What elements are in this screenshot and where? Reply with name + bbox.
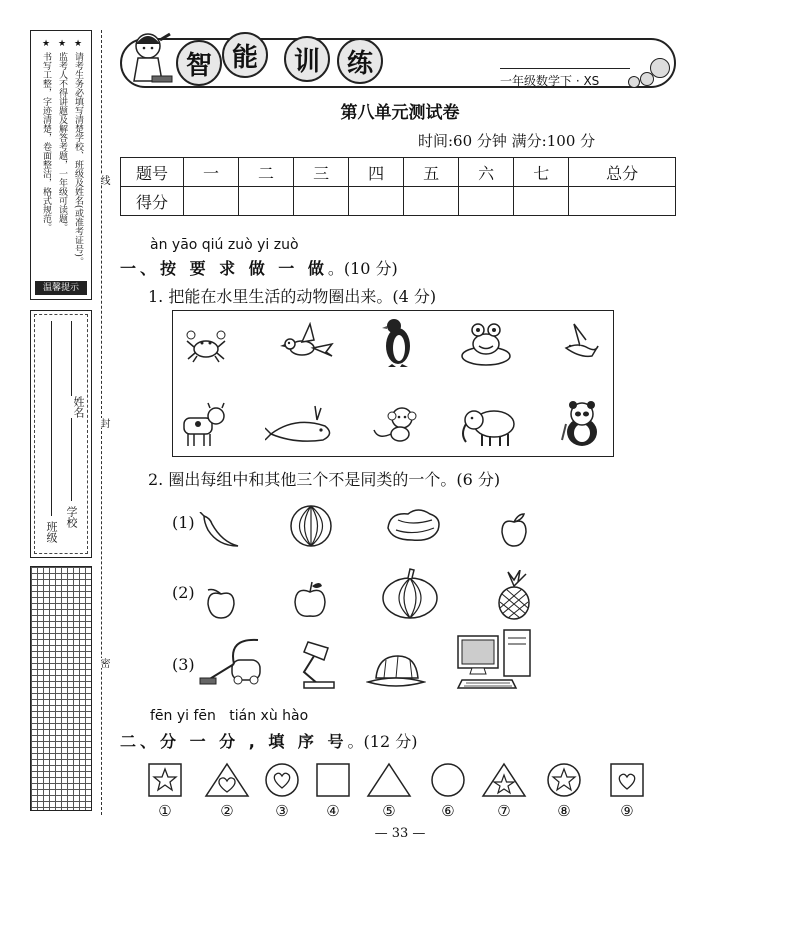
- pineapple-icon[interactable]: [492, 570, 536, 620]
- triangle-heart-icon[interactable]: [204, 762, 250, 798]
- monkey-icon[interactable]: [372, 404, 418, 444]
- watermelon-icon[interactable]: [286, 502, 336, 548]
- score-cell[interactable]: [404, 187, 459, 216]
- section2-heading-text: 二、分 一 分 , 填 序 号: [120, 732, 348, 751]
- scratch-grid: [30, 566, 92, 811]
- student-info-box: [30, 310, 92, 558]
- score-cell[interactable]: [184, 187, 239, 216]
- score-cell[interactable]: [239, 187, 294, 216]
- group-1-label: (1): [172, 513, 195, 532]
- computer-icon[interactable]: [452, 628, 534, 692]
- section2-heading: [120, 729, 417, 752]
- header-bubble-3: 训: [284, 36, 330, 82]
- score-header-row: [121, 158, 676, 187]
- apple-icon[interactable]: [290, 580, 330, 622]
- circle-heart-icon[interactable]: [264, 762, 300, 798]
- ball-small-1: [628, 76, 640, 88]
- score-cell[interactable]: [294, 187, 349, 216]
- notice-line-2: ★ 监考人不得讲题及解答考题，一年级可读题。: [57, 39, 67, 232]
- section2-pinyin: fēn yi fēn tián xù hào: [150, 708, 309, 724]
- time-info: 时间:60 分钟 满分:100 分: [418, 132, 596, 150]
- cap-icon[interactable]: [366, 652, 426, 692]
- cut-label-feng: 封: [98, 418, 109, 428]
- notice-box: [30, 30, 92, 300]
- shape-number-5: ⑤: [382, 802, 396, 820]
- score-value-row: [121, 187, 676, 216]
- triangle-icon[interactable]: [366, 762, 412, 798]
- page-title: 第八单元测试卷: [340, 103, 460, 123]
- score-col-total: 总分: [569, 158, 676, 187]
- panda-icon[interactable]: [560, 400, 604, 448]
- name-label: 姓名: [72, 396, 85, 418]
- score-cell[interactable]: [459, 187, 514, 216]
- cabbage-icon[interactable]: [384, 506, 442, 546]
- section1-heading: [120, 256, 398, 279]
- page-number: — 33 —: [374, 826, 426, 841]
- ball-large: [650, 58, 670, 78]
- shape-number-2: ②: [220, 802, 234, 820]
- score-col-3: 三: [294, 158, 349, 187]
- question-1: 1. 把能在水里生活的动物圈出来。(4 分): [148, 287, 437, 306]
- notice-line-3: ★ 书写工整，字迹清楚，卷面整洁，格式规范。: [41, 39, 51, 232]
- shape-number-9: ⑨: [620, 802, 634, 820]
- square-heart-icon[interactable]: [610, 763, 644, 797]
- score-col-4: 四: [349, 158, 404, 187]
- banner-underline: [500, 68, 630, 69]
- score-col-7: 七: [514, 158, 569, 187]
- shape-number-3: ③: [275, 802, 289, 820]
- group-2-label: (2): [172, 583, 195, 602]
- group-3-label: (3): [172, 655, 195, 674]
- shape-number-1: ①: [158, 802, 172, 820]
- crab-icon[interactable]: [185, 327, 227, 363]
- section2-points: 。(12 分): [347, 732, 418, 751]
- score-col-6: 六: [459, 158, 514, 187]
- shape-number-6: ⑥: [441, 802, 455, 820]
- class-label: 班级: [45, 521, 58, 543]
- notice-badge: 温馨提示: [35, 281, 87, 295]
- score-col-5: 五: [404, 158, 459, 187]
- header-bubble-1: 智: [176, 40, 222, 86]
- score-cell[interactable]: [514, 187, 569, 216]
- cut-label-xian: 线: [98, 175, 109, 185]
- score-cell[interactable]: [569, 187, 676, 216]
- header-bubble-4: 练: [337, 38, 383, 84]
- score-table: [120, 157, 676, 216]
- pumpkin-icon[interactable]: [380, 566, 440, 620]
- cow-icon[interactable]: [178, 402, 228, 448]
- section1-points: 。(10 分): [327, 259, 398, 278]
- shape-number-4: ④: [326, 802, 340, 820]
- question-2: 2. 圈出每组中和其他三个不是同类的一个。(6 分): [148, 470, 501, 489]
- score-row2-head: 得分: [121, 187, 184, 216]
- notice-line-1: ★ 请考生务必填写清楚学校、班级及姓名(或准考证号)。: [73, 39, 83, 266]
- header-bubble-2: 能: [222, 32, 268, 78]
- score-cell[interactable]: [349, 187, 404, 216]
- cut-label-mi: 密: [98, 658, 109, 668]
- desk-lamp-icon[interactable]: [294, 638, 340, 690]
- grade-label: 一年级数学下 · XS: [500, 74, 600, 88]
- dove-icon[interactable]: [562, 322, 600, 362]
- score-col-2: 二: [239, 158, 294, 187]
- class-field[interactable]: [51, 321, 52, 516]
- pepper-icon[interactable]: [198, 512, 242, 548]
- square-icon[interactable]: [316, 763, 350, 797]
- score-row1-head: 题号: [121, 158, 184, 187]
- elephant-icon[interactable]: [458, 404, 522, 448]
- square-star-icon[interactable]: [148, 763, 182, 797]
- whale-icon[interactable]: [265, 404, 337, 444]
- bird-icon[interactable]: [280, 322, 334, 362]
- section1-heading-text: 一、按 要 求 做 一 做: [120, 259, 328, 278]
- girl-illustration: [120, 26, 180, 92]
- circle-star-icon[interactable]: [546, 762, 582, 798]
- shape-number-8: ⑧: [557, 802, 571, 820]
- frog-icon[interactable]: [460, 320, 512, 366]
- peach-icon[interactable]: [494, 510, 534, 550]
- school-label: 学校: [65, 506, 78, 528]
- peach-icon[interactable]: [200, 582, 242, 622]
- shape-number-7: ⑦: [497, 802, 511, 820]
- vacuum-icon[interactable]: [198, 636, 268, 688]
- triangle-star-icon[interactable]: [481, 762, 527, 798]
- section1-pinyin: àn yāo qiú zuò yi zuò: [150, 237, 299, 253]
- score-col-1: 一: [184, 158, 239, 187]
- penguin-icon[interactable]: [382, 318, 414, 368]
- circle-icon[interactable]: [430, 762, 466, 798]
